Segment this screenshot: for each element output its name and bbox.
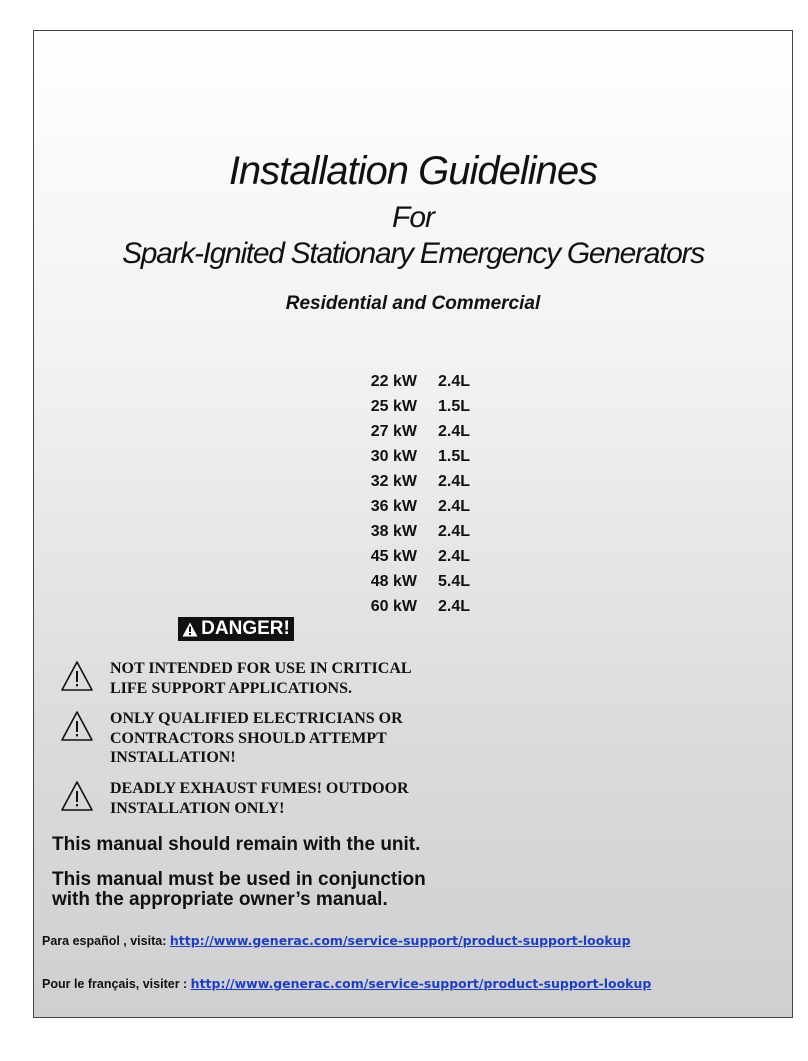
spanish-link-line	[42, 933, 631, 948]
warning-triangle-icon	[182, 622, 198, 637]
model-engine: 2.4L	[438, 522, 471, 540]
model-row	[354, 419, 488, 444]
warning-line: ONLY QUALIFIED ELECTRICIANS OR	[110, 710, 403, 727]
spanish-support-link[interactable]: http://www.generac.com/service-support/product-support-lookup	[169, 933, 631, 948]
warning-text	[110, 779, 440, 818]
french-support-link[interactable]: http://www.generac.com/service-support/product-support-lookup	[190, 976, 652, 991]
model-row	[354, 494, 488, 519]
model-kw: 30 kW	[370, 447, 417, 465]
document-title: Installation Guidelines	[228, 149, 598, 193]
model-row	[354, 594, 488, 619]
french-link-line	[42, 976, 651, 991]
model-engine: 2.4L	[438, 472, 471, 490]
manual-note-line: with the appropriate owner’s manual.	[52, 889, 388, 910]
cover-page	[33, 30, 793, 1018]
model-kw: 32 kW	[370, 472, 417, 490]
danger-badge	[178, 617, 294, 641]
french-label: Pour le français, visiter :	[42, 977, 191, 991]
model-engine: 2.4L	[438, 547, 471, 565]
model-kw: 45 kW	[370, 547, 417, 565]
warning-triangle-icon	[60, 659, 94, 693]
manual-note-line: This manual must be used in conjunction	[52, 869, 426, 890]
model-row	[354, 519, 488, 544]
model-row	[354, 544, 488, 569]
warning-line: NOT INTENDED FOR USE IN CRITICAL	[110, 660, 412, 677]
model-row	[354, 569, 488, 594]
model-engine: 1.5L	[438, 447, 471, 465]
manual-conjunction-note	[52, 870, 472, 910]
warning-item	[60, 659, 440, 698]
warning-triangle-icon	[60, 709, 94, 743]
document-title-product: Spark-Ignited Stationary Emergency Generators	[122, 237, 704, 270]
model-engine: 5.4L	[438, 572, 471, 590]
warning-line: LIFE SUPPORT APPLICATIONS.	[110, 679, 352, 697]
model-engine: 2.4L	[438, 597, 471, 615]
model-row	[354, 444, 488, 469]
model-kw: 38 kW	[370, 522, 417, 540]
model-row	[354, 369, 488, 394]
spanish-label: Para español , visita:	[42, 934, 170, 948]
warning-line: INSTALLATION!	[110, 749, 236, 766]
document-subtitle: Residential and Commercial	[285, 293, 541, 314]
model-row	[354, 394, 488, 419]
warning-text	[110, 659, 440, 698]
warning-line: CONTRACTORS SHOULD ATTEMPT	[110, 729, 387, 747]
warning-line: DEADLY EXHAUST FUMES! OUTDOOR	[110, 780, 409, 797]
warning-item	[60, 709, 440, 768]
model-engine: 2.4L	[438, 422, 471, 440]
model-kw: 22 kW	[370, 372, 417, 390]
model-engine: 1.5L	[438, 397, 471, 415]
warning-triangle-icon	[60, 779, 94, 813]
warning-text	[110, 709, 440, 768]
model-kw: 48 kW	[370, 572, 417, 590]
document-title-for: For	[392, 201, 434, 234]
model-row	[354, 469, 488, 494]
manual-remain-note: This manual should remain with the unit.	[52, 834, 421, 855]
model-engine: 2.4L	[438, 372, 471, 390]
model-kw: 36 kW	[370, 497, 417, 515]
model-kw: 27 kW	[370, 422, 417, 440]
model-engine: 2.4L	[438, 497, 471, 515]
warning-item	[60, 779, 440, 818]
warning-line: INSTALLATION ONLY!	[110, 799, 285, 817]
danger-label: DANGER!	[201, 618, 290, 639]
model-kw: 60 kW	[370, 597, 417, 615]
model-kw: 25 kW	[370, 397, 417, 415]
model-list	[354, 369, 488, 619]
